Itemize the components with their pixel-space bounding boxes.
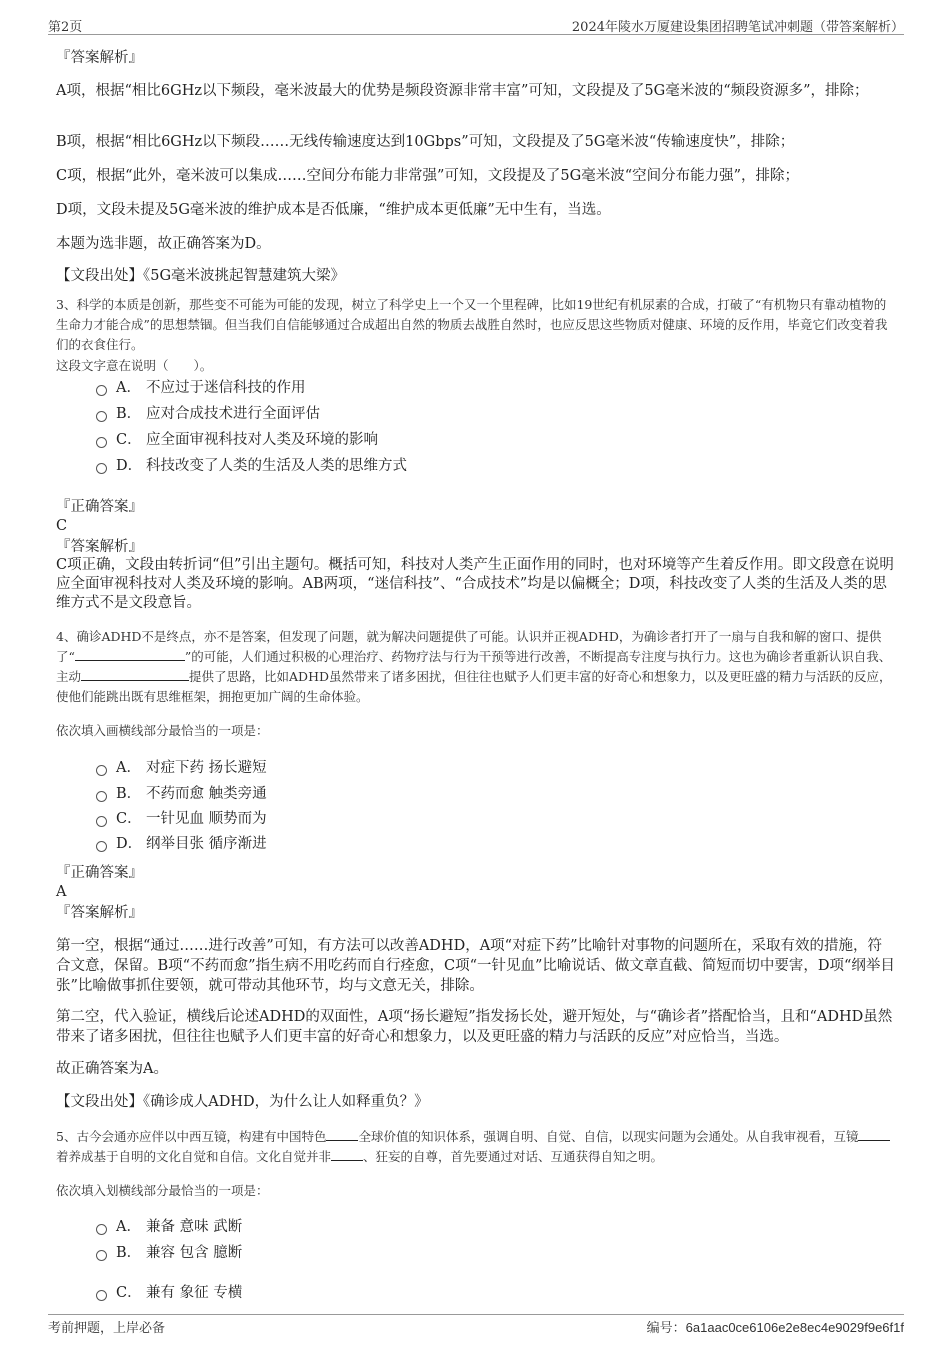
analysis-label: 『答案解析』: [56, 50, 143, 66]
option-key: A．: [116, 760, 141, 776]
radio-icon[interactable]: [96, 1250, 107, 1261]
option-text: 纲举目张 循序渐进: [146, 836, 267, 852]
passage-source: 【文段出处】《确诊成人ADHD，为什么让人如释重负？》: [56, 1094, 429, 1110]
analysis-paragraph-2: 第二空，代入验证，横线后论述ADHD的双面性，A项“扬长避短”指发扬长处，避开短处，与“确诊者”搭配恰当，且和“ADHD虽然带来了诸多困扰，但往往也赋予人们更丰富的好奇心和想象力，以及更旺盛的精力与活跃的反应”对应恰当，当选。: [56, 1009, 893, 1045]
radio-icon[interactable]: [96, 791, 107, 802]
option-text: 对症下药 扬长避短: [146, 760, 267, 776]
option-b[interactable]: [96, 1243, 242, 1263]
correct-answer: A: [56, 884, 67, 900]
option-c[interactable]: [96, 1283, 242, 1303]
radio-icon[interactable]: [96, 765, 107, 776]
fill-blank: [858, 1128, 890, 1141]
fill-blank: [75, 648, 185, 661]
radio-icon[interactable]: [96, 1224, 107, 1235]
question-prompt: 这段文字意在说明（ ）。: [56, 358, 213, 373]
analysis-paragraph: C项正确，文段由转折词“但”引出主题句。概括可知，科技对人类产生正面作用的同时，也对环境等产生着反作用。即文段意在说明应全面审视科技对人类及环境的影响。AB两项，“迷信科技”、“合成技术”均是以偏概全；D项，科技改变了人类的生活及人类的思维方式不是文段意旨。: [56, 557, 894, 611]
option-text: 兼备 意味 武断: [146, 1219, 243, 1235]
option-key: A．: [116, 380, 141, 396]
correct-answer: C: [56, 518, 68, 534]
option-key: B．: [116, 406, 142, 422]
option-text: 不应过于迷信科技的作用: [146, 380, 306, 396]
option-c[interactable]: [96, 430, 378, 450]
option-a[interactable]: [96, 758, 267, 778]
radio-icon[interactable]: [96, 816, 107, 827]
option-a[interactable]: [96, 1217, 242, 1237]
radio-icon[interactable]: [96, 411, 107, 422]
option-text: 应对合成技术进行全面评估: [146, 406, 320, 422]
analysis-conclusion: 本题为选非题，故正确答案为D。: [56, 236, 271, 252]
option-b[interactable]: [96, 784, 267, 804]
analysis-conclusion: 故正确答案为A。: [56, 1061, 168, 1077]
page-number: 第2页: [48, 20, 83, 35]
radio-icon[interactable]: [96, 1290, 107, 1301]
question-stem: 4、确诊ADHD不是终点，亦不是答案，但发现了问题，就为解决问题提供了可能。认识并正视ADHD，为确诊者打开了一扇与自我和解的窗口、提供了“ ”的可能，人们通过积极的心理治疗、药物疗法与行为干预等进行改善，不断提高专注度与执行力。这也为确诊者重新认识自我、主动 提供了思路，比如ADHD虽然带来了诸多困扰，但往往也赋予人们更丰富的好奇心和想象力，以及更旺盛的精力与活跃的反应，使他们能跳出既有思维框架，拥抱更加广阔的生命体验。: [56, 629, 892, 704]
analysis-label: 『答案解析』: [56, 539, 143, 555]
radio-icon[interactable]: [96, 437, 107, 448]
fill-blank: [326, 1128, 358, 1141]
analysis-paragraph-a: A项，根据“相比6GHz以下频段，毫米波最大的优势是频段资源非常丰富”可知，文段提及了5G毫米波的“频段资源多”，排除；: [56, 83, 869, 99]
page-header: [48, 14, 904, 35]
analysis-paragraph-d: D项，文段未提及5G毫米波的维护成本是否低廉，“维护成本更低廉”无中生有，当选。: [56, 202, 611, 218]
option-key: A．: [116, 1219, 141, 1235]
option-b[interactable]: [96, 404, 320, 424]
question-stem: 3、科学的本质是创新，那些变不可能为可能的发现，树立了科学史上一个又一个里程碑，比如19世纪有机尿素的合成，打破了“有机物只有靠动植物的生命力才能合成”的思想禁锢。但当我们自信能够通过合成超出自然的物质去战胜自然时，也应反思这些物质对健康、环境的反作用，毕竟它们改变着我们的衣食住行。: [56, 297, 888, 352]
question-prompt: 依次填入划横线部分最恰当的一项是：: [56, 1183, 269, 1198]
option-key: B．: [116, 786, 142, 802]
option-text: 一针见血 顺势而为: [146, 811, 267, 827]
option-key: C．: [116, 432, 142, 448]
option-c[interactable]: [96, 809, 267, 829]
option-text: 应全面审视科技对人类及环境的影响: [146, 432, 378, 448]
radio-icon[interactable]: [96, 385, 107, 396]
option-key: D．: [116, 836, 143, 852]
radio-icon[interactable]: [96, 841, 107, 852]
option-key: B．: [116, 1245, 142, 1261]
fill-blank: [331, 1148, 363, 1161]
option-text: 不药而愈 触类旁通: [146, 786, 267, 802]
question-prompt: 依次填入画横线部分最恰当的一项是：: [56, 723, 269, 738]
passage-source: 【文段出处】《5G毫米波挑起智慧建筑大梁》: [56, 268, 346, 284]
document-title: 2024年陵水万厦建设集团招聘笔试冲刺题（带答案解析）: [571, 20, 904, 35]
option-a[interactable]: [96, 378, 306, 398]
analysis-paragraph-c: C项，根据“此外，毫米波可以集成……空间分布能力非常强”可知，文段提及了5G毫米波“空间分布能力强”，排除；: [56, 168, 800, 184]
option-text: 科技改变了人类的生活及人类的思维方式: [146, 458, 407, 474]
correct-answer-label: 『正确答案』: [56, 499, 143, 515]
document-code: 编号：6a1aac0ce6106e2e8ec4e9029f9e6f1f: [646, 1320, 904, 1336]
option-key: C．: [116, 811, 142, 827]
option-d[interactable]: [96, 456, 407, 476]
option-key: D．: [116, 458, 143, 474]
footer-slogan: 考前押题，上岸必备: [48, 1321, 166, 1336]
radio-icon[interactable]: [96, 463, 107, 474]
analysis-paragraph-b: B项，根据“相比6GHz以下频段……无线传输速度达到10Gbps”可知，文段提及了5G毫米波“传输速度快”，排除；: [56, 134, 795, 150]
analysis-paragraph-1: 第一空，根据“通过……进行改善”可知，有方法可以改善ADHD，A项“对症下药”比喻针对事物的问题所在，采取有效的措施，符合文意，保留。B项“不药而愈”指生病不用吃药而自行痊愈，C项“一针见血”比喻说话、做文章直截、简短而切中要害，D项“纲举目张”比喻做事抓住要领，就可带动其他环节，均与文意无关，排除。: [56, 938, 895, 994]
option-d[interactable]: [96, 834, 267, 854]
page-footer: [48, 1314, 904, 1335]
fill-blank: [81, 668, 189, 681]
option-text: 兼有 象征 专横: [146, 1285, 243, 1301]
analysis-label: 『答案解析』: [56, 905, 143, 921]
correct-answer-label: 『正确答案』: [56, 865, 143, 881]
question-stem: 5、古今会通亦应伴以中西互镜，构建有中国特色 全球价值的知识体系，强调自明、自觉、自信，以现实问题为会通处。从自我审视看，互镜着养成基于自明的文化自觉和自信。文化自觉并非 、狂妄的自尊，首先要通过对话、互通获得自知之明。: [56, 1127, 896, 1167]
option-key: C．: [116, 1285, 142, 1301]
option-text: 兼容 包含 臆断: [146, 1245, 243, 1261]
